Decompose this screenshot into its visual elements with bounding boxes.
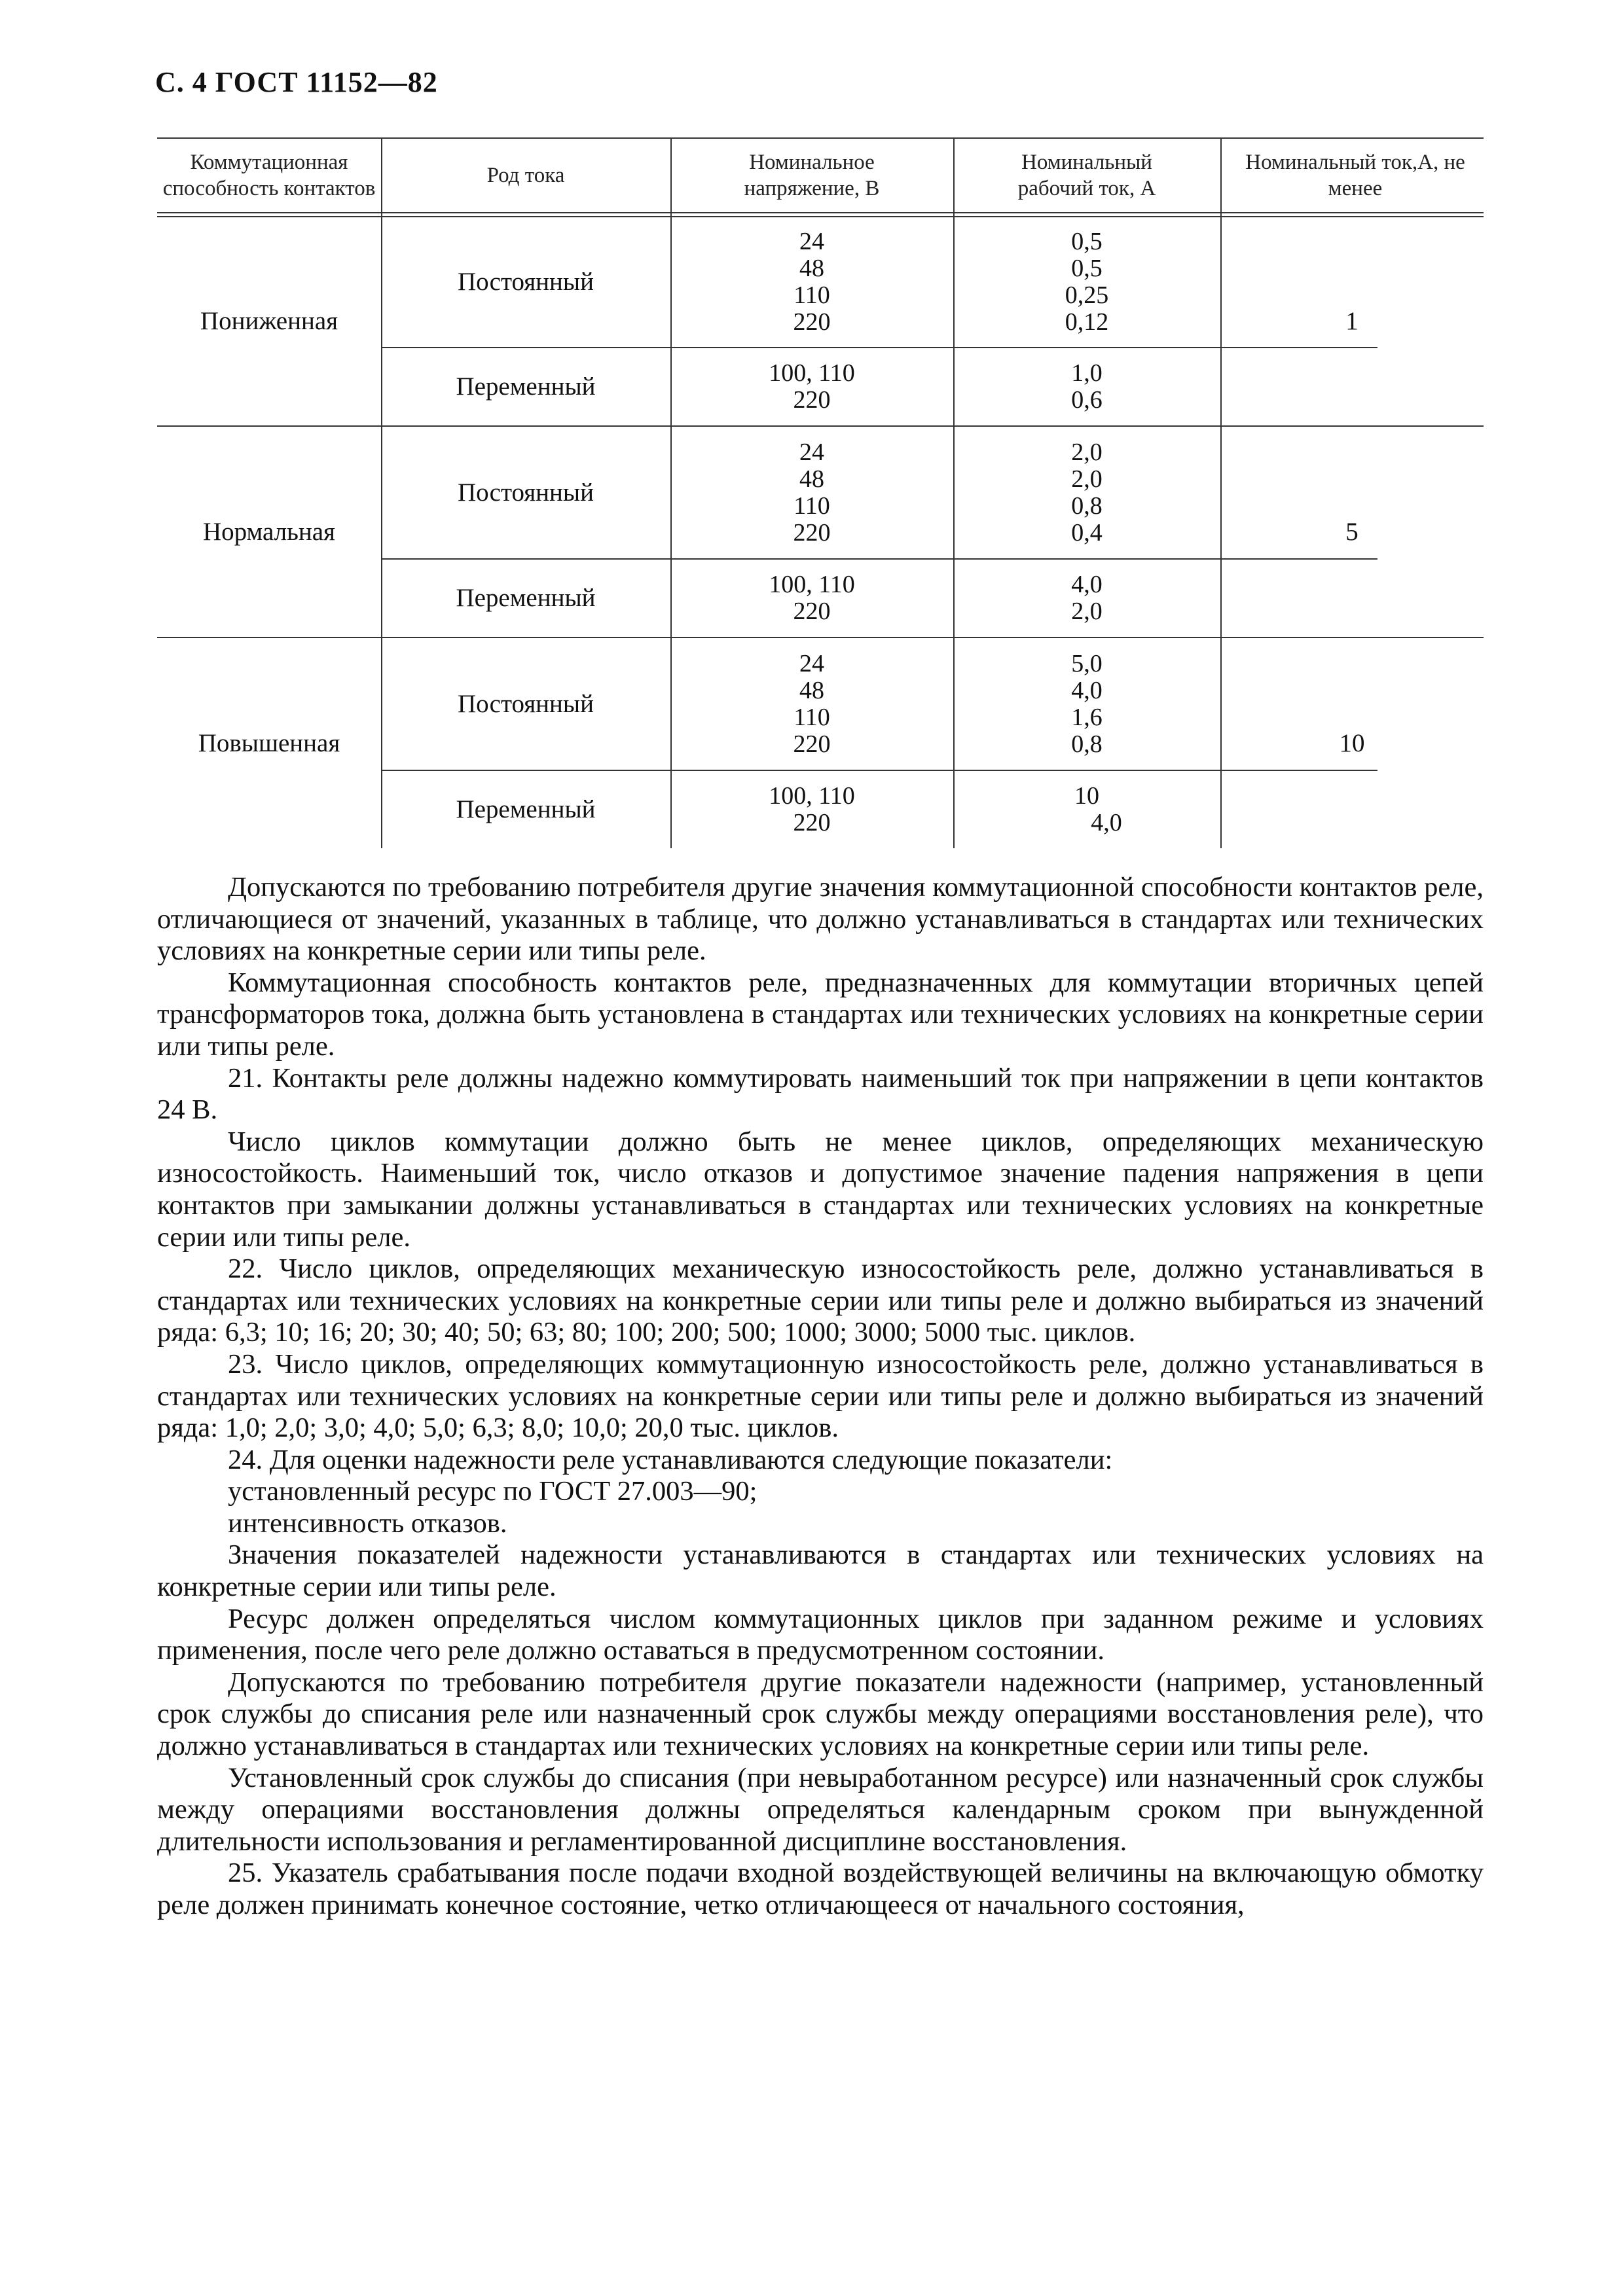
current-type-ac: Переменный <box>456 372 596 401</box>
voltage-value: 220 <box>793 308 831 336</box>
current-value: 1,0 <box>1071 359 1103 387</box>
header-bottom-rule <box>157 212 1484 213</box>
dc-voltages <box>670 427 953 558</box>
ac-voltages <box>670 560 953 637</box>
min-current-value: 1 <box>1345 307 1359 335</box>
paragraph: Коммутационная способность контактов реле, предназначенных для коммутации вторичных цепей трансформаторов тока, должна быть установлена в стандартах или технических условиях на конкретные серии или типы реле. <box>157 967 1484 1062</box>
paragraph: 23. Число циклов, определяющих коммутационную износостойкость реле, должно устанавливаться в стандартах или технических условиях на конкретные серии или типы реле и должно выбираться из значений ряда: 1,0; 2,0; 3,0; 4,0; 5,0; 6,3; 8,0; 10,0; 20,0 тыс. циклов. <box>157 1348 1484 1444</box>
ac-voltages <box>670 348 953 425</box>
dc-voltages <box>670 638 953 770</box>
paragraph: 24. Для оценки надежности реле устанавливаются следующие показатели: <box>228 1444 1113 1475</box>
header-capacity: Коммутационная способность контактов <box>162 151 376 200</box>
header-current-type: Род тока <box>486 164 565 187</box>
current-value: 10 <box>1074 782 1099 810</box>
voltage-value: 48 <box>799 676 824 704</box>
dc-voltages <box>670 217 953 347</box>
list-item: интенсивность отказов. <box>228 1507 507 1539</box>
header-voltage: Номинальное напряжение, В <box>744 151 880 200</box>
voltage-value: 110 <box>793 492 830 520</box>
paragraph: Число циклов коммутации должно быть не менее циклов, определяющих механическую износостойкость. Наименьший ток, число отказов и допустимое значение падения напряжения в цепи контактов при замыкании должны устанавливаться в стандартах или технических условиях на конкретные серии или типы реле. <box>157 1126 1484 1253</box>
current-value: 1,6 <box>1071 703 1103 731</box>
current-value: 4,0 <box>1071 676 1103 704</box>
voltage-value: 24 <box>799 438 824 466</box>
current-value: 2,0 <box>1071 598 1103 625</box>
voltage-value: 48 <box>799 255 824 282</box>
dc-currents <box>953 217 1220 347</box>
min-current-value: 5 <box>1345 517 1359 546</box>
current-value: 0,12 <box>1065 308 1109 336</box>
paragraph: 25. Указатель срабатывания после подачи входной воздействующей величины на включающую обмотку реле должен принимать конечное состояние, четко отличающееся от начального состояния, <box>157 1857 1484 1920</box>
current-value: 0,8 <box>1071 492 1103 520</box>
current-value: 0,5 <box>1071 228 1103 255</box>
voltage-value: 100, 110 <box>769 782 855 810</box>
header-operating-current: Номинальный рабочий ток, А <box>1017 151 1156 200</box>
ac-currents <box>953 771 1220 848</box>
voltage-value: 110 <box>793 703 830 731</box>
capacity-label: Повышенная <box>198 728 340 757</box>
paragraph: Установленный срок службы до списания (при невыработанном ресурсе) или назначенный срок службы между операциями восстановления должны определяться календарным сроком при вынужденной длительности использования и регламентированной дисциплине восстановления. <box>157 1762 1484 1857</box>
paragraph: Допускаются по требованию потребителя другие показатели надежности (например, установленный срок службы до списания реле или назначенный срок службы между операциями восстановления реле), что должно устанавливаться в стандартах или технических условиях на конкретные серии или типы реле. <box>157 1666 1484 1762</box>
voltage-value: 220 <box>793 598 831 625</box>
current-value: 0,6 <box>1071 386 1103 414</box>
paragraph: 22. Число циклов, определяющих механическую износостойкость реле, должно устанавливаться в стандартах или технических условиях на конкретные серии или типы реле и должно выбираться из значений ряда: 6,3; 10; 16; 20; 30; 40; 50; 63; 80; 100; 200; 500; 1000; 3000; 5000 тыс. циклов. <box>157 1253 1484 1348</box>
current-value: 4,0 <box>1091 809 1122 836</box>
capacity-label: Нормальная <box>202 517 335 546</box>
paragraph: Допускаются по требованию потребителя другие значения коммутационной способности контактов реле, отличающиеся от значений, указанных в таблице, что должно устанавливаться в стандартах или технических условиях на конкретные серии или типы реле. <box>157 872 1484 967</box>
current-value: 2,0 <box>1071 438 1103 466</box>
paragraph: 21. Контакты реле должны надежно коммутировать наименьший ток при напряжении в цепи контактов 24 В. <box>157 1062 1484 1126</box>
current-type-dc: Постоянный <box>458 689 594 718</box>
capacity-label: Пониженная <box>200 307 338 335</box>
voltage-value: 110 <box>793 281 830 309</box>
paragraph: Ресурс должен определяться числом коммутационных циклов при заданном режиме и условиях применения, после чего реле должно оставаться в предусмотренном состоянии. <box>157 1603 1484 1666</box>
voltage-value: 220 <box>793 518 831 547</box>
header-min-current: Номинальный ток,А, не менее <box>1245 151 1465 200</box>
current-value: 0,25 <box>1065 281 1109 309</box>
dc-currents <box>953 427 1220 558</box>
table-top-rule <box>157 137 1484 139</box>
ac-currents <box>953 348 1220 425</box>
ac-voltages <box>670 771 953 848</box>
list-item: установленный ресурс по ГОСТ 27.003—90; <box>228 1476 757 1507</box>
body-text <box>157 872 1484 1922</box>
current-type-ac: Переменный <box>456 584 596 612</box>
current-value: 0,4 <box>1071 518 1103 547</box>
voltage-value: 220 <box>793 809 831 836</box>
dc-currents <box>953 638 1220 770</box>
voltage-value: 24 <box>799 649 824 677</box>
voltage-value: 100, 110 <box>769 359 855 387</box>
current-value: 4,0 <box>1071 571 1103 598</box>
paragraph: Значения показателей надежности устанавливаются в стандартах или технических условиях на конкретные серии или типы реле. <box>157 1539 1484 1603</box>
voltage-value: 48 <box>799 465 824 493</box>
current-type-dc: Постоянный <box>458 268 594 296</box>
current-value: 0,8 <box>1071 730 1103 758</box>
current-value: 5,0 <box>1071 649 1103 677</box>
voltage-value: 100, 110 <box>769 571 855 598</box>
voltage-value: 24 <box>799 228 824 255</box>
voltage-value: 220 <box>793 730 831 758</box>
ac-currents <box>953 560 1220 637</box>
min-current-value: 10 <box>1339 728 1365 757</box>
current-value: 2,0 <box>1071 465 1103 493</box>
page-header: С. 4 ГОСТ 11152—82 <box>155 66 438 98</box>
current-value: 0,5 <box>1071 255 1103 282</box>
contacts-table <box>157 137 1484 848</box>
current-type-dc: Постоянный <box>458 478 594 507</box>
current-type-ac: Переменный <box>456 795 596 823</box>
voltage-value: 220 <box>793 386 831 414</box>
